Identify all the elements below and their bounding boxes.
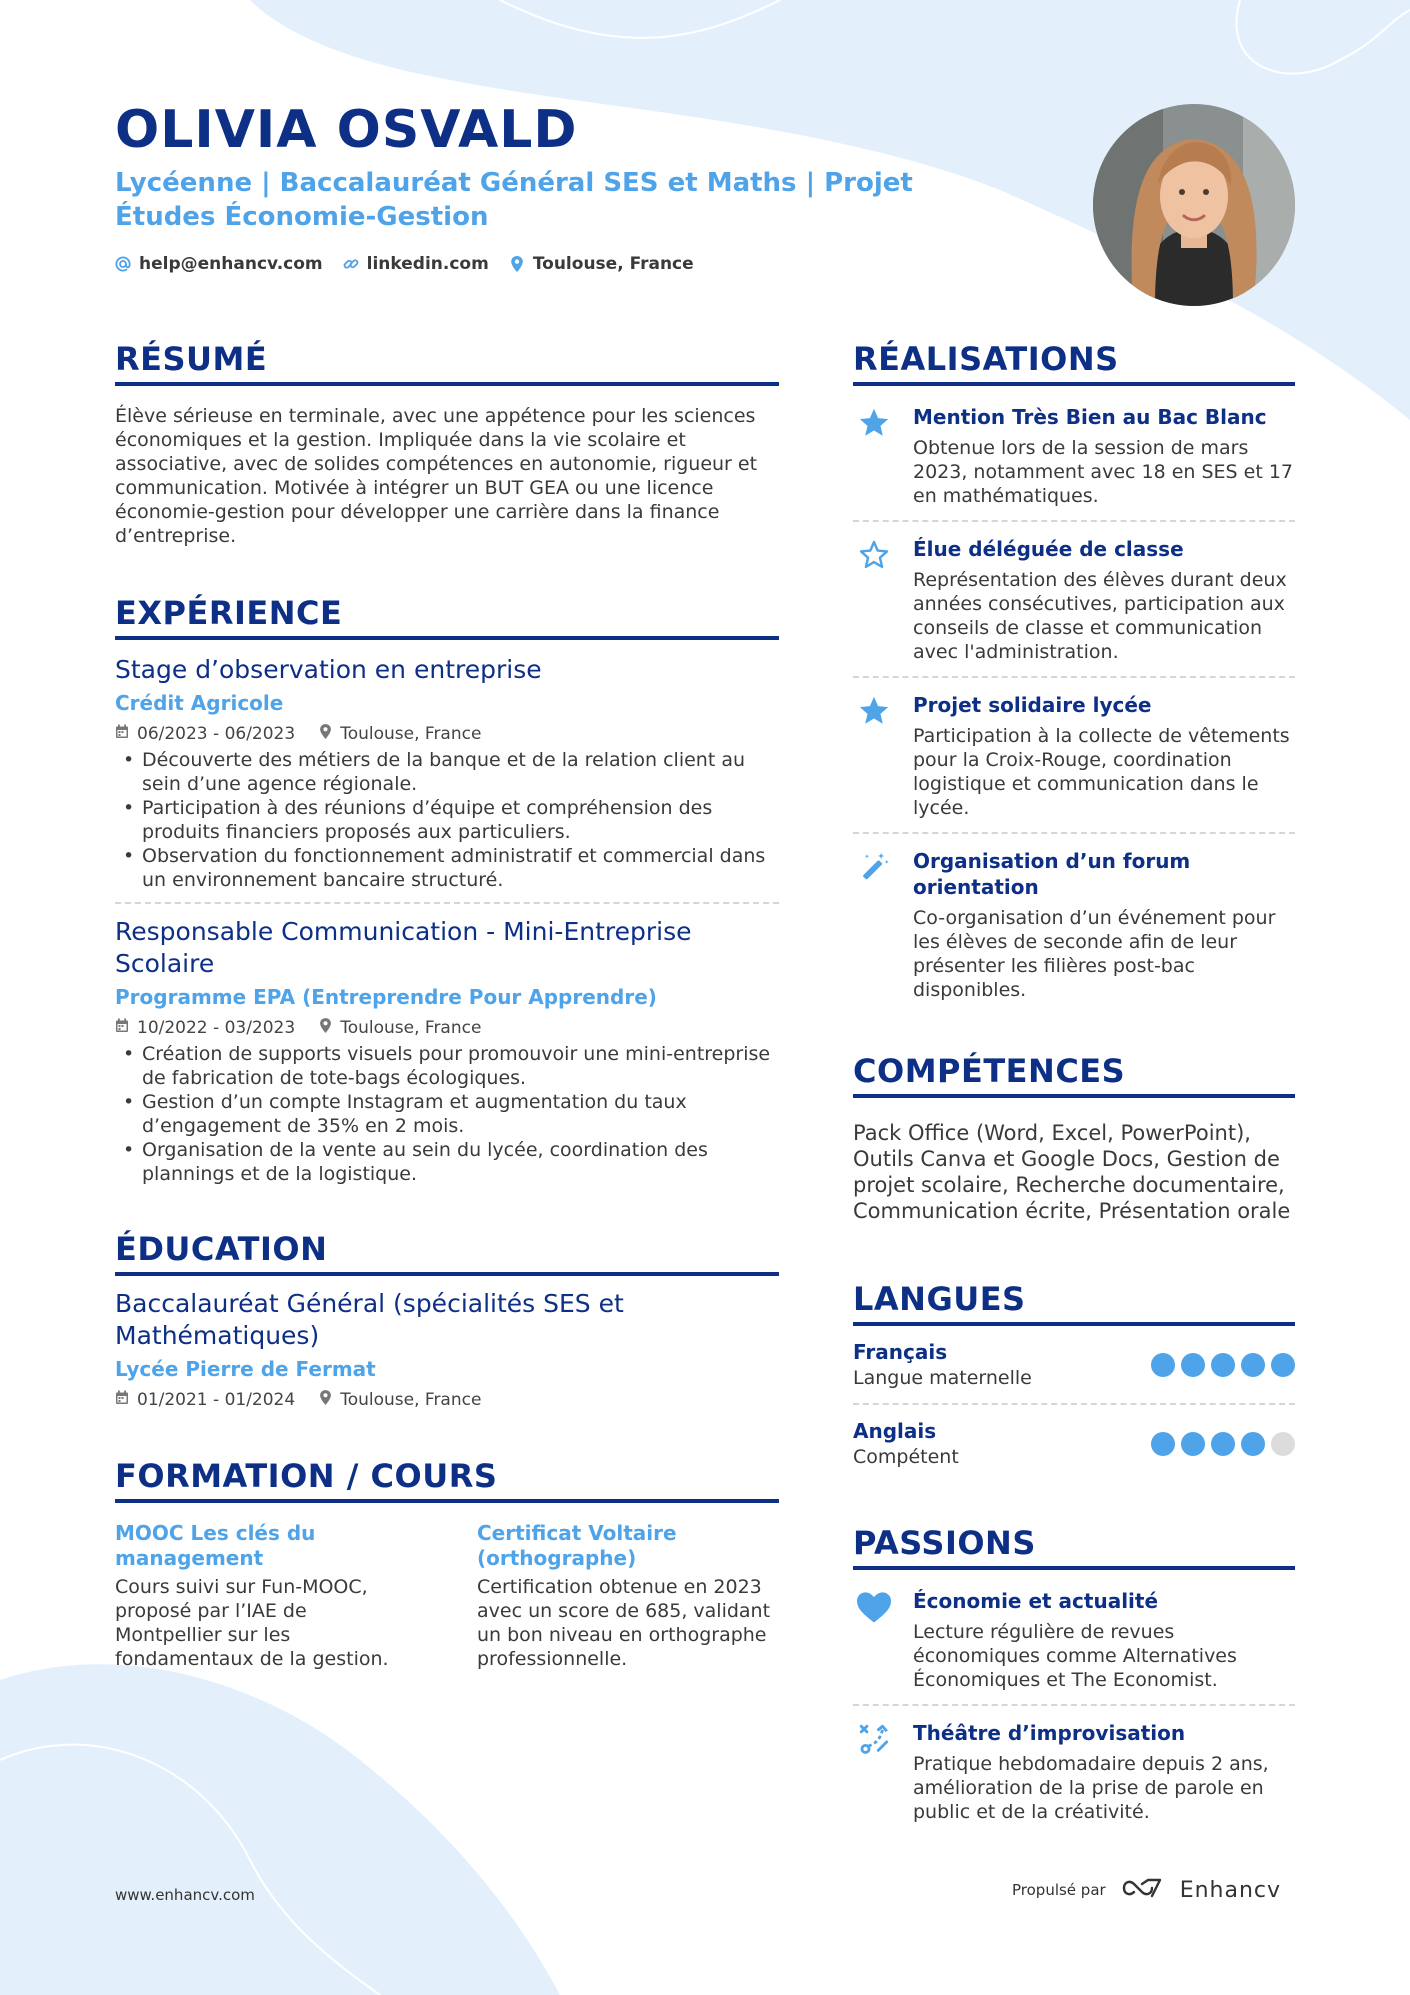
candidate-name: OLIVIA OSVALD <box>115 100 578 160</box>
contact-location <box>509 254 694 274</box>
footer-website[interactable]: www.enhancv.com <box>115 1886 255 1904</box>
calendar-icon <box>115 1390 129 1410</box>
job-entry <box>115 916 779 1186</box>
headline: Lycéenne | Baccalauréat Général SES et Maths | Projet Études Économie-Gestion <box>115 168 913 232</box>
job-title: Responsable Communication - Mini-Entreprise Scolaire <box>115 917 692 978</box>
star-outline-icon <box>853 536 895 664</box>
contact-location-text: Toulouse, France <box>532 254 694 274</box>
rating-dot-filled <box>1271 1353 1295 1377</box>
summary-section <box>115 340 779 548</box>
language-level: Compétent <box>853 1446 959 1468</box>
training-item <box>477 1521 777 1671</box>
skills-section <box>853 1052 1295 1224</box>
job-bullet: • Découverte des métiers de la banque et de la relation client au sein d’une agence régionale. <box>115 748 779 796</box>
training-item-title: MOOC Les clés du management <box>115 1521 316 1570</box>
magic-wand-icon <box>853 848 895 1002</box>
footer-powered-by: Propulsé par <box>1012 1881 1106 1899</box>
location-pin-icon <box>509 256 525 272</box>
job-meta <box>115 723 779 745</box>
contact-email-text: help@enhancv.com <box>139 254 323 274</box>
contact-email[interactable] <box>115 254 323 274</box>
left-column <box>115 340 779 1671</box>
rating-dot-empty <box>1271 1432 1295 1456</box>
location-pin-icon <box>319 1389 332 1411</box>
achievement-title: Mention Très Bien au Bac Blanc <box>913 405 1267 429</box>
job-bullets <box>115 748 779 892</box>
languages-section <box>853 1280 1295 1482</box>
job-bullets <box>115 1042 779 1186</box>
language-rating <box>1151 1432 1295 1456</box>
profile-photo <box>1093 104 1295 306</box>
education-title: ÉDUCATION <box>115 1230 779 1276</box>
rating-dot-filled <box>1151 1353 1175 1377</box>
location-pin-icon <box>319 1017 332 1039</box>
achievement-desc: Représentation des élèves durant deux années consécutives, participation aux conseils de classe et communication avec l'administration. <box>913 569 1287 663</box>
achievement-desc: Obtenue lors de la session de mars 2023, notamment avec 18 en SES et 17 en mathématiques. <box>913 437 1293 507</box>
contact-linkedin[interactable] <box>343 254 489 274</box>
divider <box>115 902 779 904</box>
skills-text: Pack Office (Word, Excel, PowerPoint), Outils Canva et Google Docs, Gestion de projet scolaire, Recherche documentaire, Communication écrite, Présentation orale <box>853 1121 1291 1223</box>
education-location <box>319 1389 481 1411</box>
achievement-desc: Participation à la collecte de vêtements pour la Croix-Rouge, coordination logistique et communication dans le lycée. <box>913 725 1290 819</box>
training-item-desc: Certification obtenue en 2023 avec un score de 685, validant un bon niveau en orthographe professionnelle. <box>477 1576 771 1670</box>
rating-dot-filled <box>1211 1353 1235 1377</box>
training-list <box>115 1521 779 1671</box>
language-item <box>853 1326 1295 1403</box>
training-item-desc: Cours suivi sur Fun-MOOC, proposé par l’IAE de Montpellier sur les fondamentaux de la gestion. <box>115 1576 389 1670</box>
job-title: Stage d’observation en entreprise <box>115 655 542 684</box>
education-degree: Baccalauréat Général (spécialités SES et Mathématiques) <box>115 1289 624 1350</box>
summary-title: RÉSUMÉ <box>115 340 779 386</box>
contact-bar <box>115 254 694 274</box>
education-dates-text: 01/2021 - 01/2024 <box>137 1390 296 1410</box>
language-name: Français <box>853 1340 948 1364</box>
training-section <box>115 1457 779 1671</box>
experience-section <box>115 594 779 1186</box>
skills-title: COMPÉTENCES <box>853 1052 1295 1098</box>
summary-text: Élève sérieuse en terminale, avec une appétence pour les sciences économiques et la gestion. Impliquée dans la vie scolaire et associative, avec de solides compétences en autonomie, rigueur et communication. Motivée à intégrer un BUT GEA ou une licence économie-gestion pour développer une carrière dans la finance d’entreprise. <box>115 405 758 547</box>
job-bullet: • Gestion d’un compte Instagram et augmentation du taux d’engagement de 35% en 2 mois. <box>115 1090 779 1138</box>
passion-item <box>853 1706 1295 1836</box>
heart-icon <box>853 1588 895 1692</box>
job-meta <box>115 1017 779 1039</box>
job-dates <box>115 724 295 744</box>
achievement-item <box>853 386 1295 520</box>
language-rating <box>1151 1353 1295 1377</box>
passion-desc: Pratique hebdomadaire depuis 2 ans, amélioration de la prise de parole en public et de la créativité. <box>913 1753 1269 1823</box>
language-level: Langue maternelle <box>853 1367 1032 1389</box>
link-icon <box>343 256 359 272</box>
job-location <box>319 1017 481 1039</box>
right-column <box>853 340 1295 1836</box>
rating-dot-filled <box>1151 1432 1175 1456</box>
footer-branding <box>1012 1876 1281 1904</box>
education-location-text: Toulouse, France <box>340 1390 482 1410</box>
training-item-title: Certificat Voltaire (orthographe) <box>477 1521 677 1570</box>
contact-linkedin-text: linkedin.com <box>366 254 489 274</box>
strategy-icon <box>853 1720 895 1824</box>
achievement-item <box>853 834 1295 1014</box>
passions-section <box>853 1524 1295 1836</box>
job-dates-text: 10/2022 - 03/2023 <box>137 1018 296 1038</box>
job-bullet: • Création de supports visuels pour promouvoir une mini-entreprise de fabrication de tote-bags écologiques. <box>115 1042 779 1090</box>
job-bullet: • Organisation de la vente au sein du lycée, coordination des plannings et de la logistique. <box>115 1138 779 1186</box>
achievement-item <box>853 522 1295 676</box>
passion-desc: Lecture régulière de revues économiques comme Alternatives Économiques et The Economist. <box>913 1621 1237 1691</box>
rating-dot-filled <box>1241 1353 1265 1377</box>
job-location-text: Toulouse, France <box>340 1018 482 1038</box>
enhancv-logo-icon <box>1120 1876 1166 1904</box>
education-meta <box>115 1389 779 1411</box>
star-filled-icon <box>853 404 895 508</box>
rating-dot-filled <box>1241 1432 1265 1456</box>
experience-title: EXPÉRIENCE <box>115 594 779 640</box>
rating-dot-filled <box>1181 1432 1205 1456</box>
language-name: Anglais <box>853 1419 937 1443</box>
job-entry <box>115 654 779 892</box>
rating-dot-filled <box>1181 1353 1205 1377</box>
at-icon <box>115 256 131 272</box>
passion-title: Théâtre d’improvisation <box>913 1721 1186 1745</box>
job-bullet: • Observation du fonctionnement administratif et commercial dans un environnement bancaire structuré. <box>115 844 779 892</box>
passion-item <box>853 1570 1295 1704</box>
achievement-desc: Co-organisation d’un événement pour les élèves de seconde afin de leur présenter les filières post-bac disponibles. <box>913 907 1276 1001</box>
training-title: FORMATION / COURS <box>115 1457 779 1503</box>
footer-brand: Enhancv <box>1179 1877 1282 1903</box>
achievement-title: Élue déléguée de classe <box>913 537 1184 561</box>
calendar-icon <box>115 1018 129 1038</box>
job-company: Programme EPA (Entreprendre Pour Apprendre) <box>115 985 657 1009</box>
education-dates <box>115 1390 295 1410</box>
passions-title: PASSIONS <box>853 1524 1295 1570</box>
passion-title: Économie et actualité <box>913 1589 1159 1613</box>
job-company: Crédit Agricole <box>115 691 284 715</box>
training-item <box>115 1521 415 1671</box>
job-location <box>319 723 481 745</box>
job-dates <box>115 1018 295 1038</box>
achievement-title: Projet solidaire lycée <box>913 693 1152 717</box>
languages-title: LANGUES <box>853 1280 1295 1326</box>
achievements-title: RÉALISATIONS <box>853 340 1295 386</box>
achievements-section <box>853 340 1295 1014</box>
star-filled-icon <box>853 692 895 820</box>
education-school: Lycée Pierre de Fermat <box>115 1357 376 1381</box>
location-pin-icon <box>319 723 332 745</box>
job-dates-text: 06/2023 - 06/2023 <box>137 724 296 744</box>
rating-dot-filled <box>1211 1432 1235 1456</box>
calendar-icon <box>115 724 129 744</box>
language-item <box>853 1405 1295 1482</box>
education-section <box>115 1230 779 1411</box>
job-location-text: Toulouse, France <box>340 724 482 744</box>
job-bullet: • Participation à des réunions d’équipe et compréhension des produits financiers proposés aux particuliers. <box>115 796 779 844</box>
achievement-title: Organisation d’un forum orientation <box>913 849 1191 899</box>
achievement-item <box>853 678 1295 832</box>
